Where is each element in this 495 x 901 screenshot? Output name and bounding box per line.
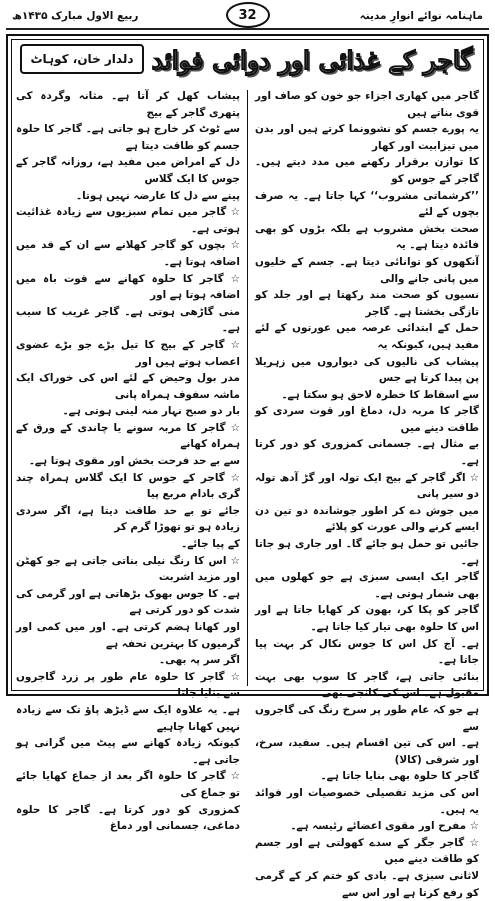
magazine-name: ماہنامہ نوائے انوارِ مدینہ (359, 10, 483, 22)
issue-date: ربیع الاول مبارک ۱۴۳۵ھ (12, 10, 139, 22)
article-title: گاجر کے غذائی اور دوائی فوائد (151, 46, 473, 75)
article-heading (12, 40, 483, 84)
article-line: ☆ گاجر جگر کے سدے کھولتی ہے اور جسم کو طاقت دینے میں (255, 836, 479, 866)
article-line: منی گاڑھی ہوتی ہے۔ گاجر غریب کا سیب ہے۔ (16, 305, 240, 335)
article-line: کا توازن برقرار رکھنے میں مدد دیتے ہیں۔ گاجر کے جوس کو (255, 156, 479, 185)
article-line: ☆ گاجر کا مربہ سونے یا چاندی کے ورق کے ہمراہ کھانے (16, 421, 240, 451)
article-line: ☆ گاجر میں تمام سبزیوں سے زیادہ غذائیت ہوتی ہے۔ (16, 206, 240, 235)
article-line: میں جوش دے کر اطور جوشاندہ دو تین دن ایسے کرنے والی عورت کو پلائے (255, 504, 479, 534)
article-line: یہ پورے جسم کو نشوونما کرتے ہیں اور بدن میں تیزابیت اور کھار (255, 123, 479, 152)
article-line: آنکھوں کو توانائی دیتا ہے۔ جسم کے خلیوں میں پانی جانے والی (255, 255, 479, 285)
article-line: ☆ گاجر کے بیج کا تیل بڑے جو بڑے عضوی اعصاب ہوتے ہیں اور (16, 338, 240, 368)
article-line: اگر سر پہ بھی۔ (159, 654, 240, 667)
article-line: کمزوری کو دور کرتا ہے۔ گاجر کا حلوہ دماغی، جسمانی اور دماغ (16, 803, 240, 833)
article-line: دل کے امراض میں مفید ہے، روزانہ گاجر کے جوس کا ایک گلاس (16, 156, 240, 185)
article-line: سے بے حد فرحت بخش اور مقوی ہوتا ہے۔ (28, 455, 240, 468)
article-line: مدر بول وحیض کے لئے اس کی خوراک ایک ماشہ سفوف ہمراہ پانی (16, 372, 240, 401)
article-line: پینے سے دل کا عارضہ نہیں ہوتا۔ (76, 189, 240, 202)
article-line: ☆ گاجر کا حلوہ اگر بعد از جماع کھایا جائے تو جماع کی (16, 770, 240, 799)
article-line: صحت بخش مشروب ہے بلکہ بڑوں کو بھی فائدہ دیتا ہے۔ یہ (255, 222, 479, 252)
article-line: گاجر کو پکا کر، بھون کر کھایا جاتا ہے اور اس کا حلوہ بھی تیار کیا جاتا ہے۔ (255, 604, 479, 633)
article-line: گاجر کا حلوہ بھی بنایا جاتا ہے۔ (320, 770, 479, 783)
article-line: ہے۔ کا جوس بھوک بڑھاتی ہے اور گرمی کی شدت کو دور کرتی ہے (16, 587, 240, 617)
article-line: کے پیا جائے۔ (181, 538, 240, 551)
article-line: سے اسقاط کا خطرہ لاحق ہو سکتا ہے۔ (281, 388, 479, 401)
article-line: بار دو صبح نہار منہ لینی ہوتی ہے۔ (62, 405, 240, 418)
article-line: ☆ اس کا رنگ نیلی بناتی جاتی ہے جو کھٹن اور مزید اشربت (16, 554, 240, 584)
article-column-right (255, 88, 479, 899)
article-line: اس کی مزید تفصیلی خصوصیات اور فوائد یہ ہیں۔ (255, 786, 479, 816)
article-line: گاجر کا مربہ دل، دماغ اور قوت سردی کو طاقت دینے میں (255, 405, 479, 434)
article-line: جائے تو بے حد طاقت دیتا ہے، اگر سردی زیادہ ہو تو تھوڑا گرم کر (16, 504, 240, 534)
page-number: 32 (226, 2, 270, 28)
article-line: گاجر ایک ایسی سبزی ہے جو کھلوں میں بھی شمار ہوتی ہے۔ (255, 571, 479, 600)
article-line: گاجر میں کھاری اجزاء جو خون کو صاف اور قوی بناتے ہیں (255, 90, 479, 119)
article-line: ہے۔ اس کی تین اقسام ہیں۔ سفید، سرخ، اور شرقی (کالا) (255, 737, 479, 766)
article-line: حمل کے ابتدائی عرصہ میں عورتوں کے لئے مفید ہیں، کیونکہ یہ (255, 322, 479, 351)
article-line: ’’کرشماتی مشروب‘‘ کہا جاتا ہے۔ یہ صرف بچوں کے لئے (255, 189, 479, 219)
article-line: ☆ گاجر کا حلوہ کھانے سے قوت باہ میں اضافہ ہوتا ہے اور (16, 272, 240, 302)
article-line: سے ٹوٹ کر خارج ہو جاتی ہے۔ گاجر کا حلوہ جسم کو طاقت دیتا ہے (16, 123, 240, 152)
article-line: ہے۔ یہ علاوہ ایک سے ڈیڑھ پاؤ تک سے زیادہ نہیں کھانا چاہیے (16, 703, 240, 733)
article-line: ☆ گاجر کا حلوہ عام طور پر زرد گاجروں سے بنایا جاتا (16, 670, 240, 700)
article-line: بے مثال ہے۔ جسمانی کمزوری کو دور کرتا ہے۔ (255, 438, 479, 468)
column-divider (247, 90, 248, 686)
article-line: اور کھانا ہضم کرتی ہے۔ اور میں کمی اور گرمیوں کا بہترین تحفہ ہے (16, 621, 240, 650)
author-box: دلدار خان، کوہاٹ (20, 44, 144, 74)
article-line: بنائی جاتی ہے، گاجر کا سوپ بھی بہت مقبول ہے۔ اس کی کانجی بھی (255, 670, 479, 700)
article-line: پیشاب کی نالیوں کی دیواروں میں زہریلا پن پیدا کرتا ہے جس (255, 355, 479, 385)
article-line: ہے۔ آج کل اس کا جوس نکال کر بہت پیا جاتا ہے۔ (255, 637, 479, 667)
article-column-left (16, 88, 240, 833)
article-line: لاثانی سبزی ہے۔ بادی کو ختم کر کے گرمی کو رفع کرتا ہے اور اس سے (255, 869, 479, 899)
article-line: نسیوں کو صحت مند رکھتا ہے اور جلد کو تازگی بخشتا ہے۔ گاجر (255, 289, 479, 318)
article-line: ☆ اگر گاجر کے بیج ایک تولہ اور گڑ آدھ تولہ دو سیر پانی (255, 471, 479, 501)
article-line: ☆ بچوں کو گاجر کھلانے سے ان کے قد میں اضافہ ہوتا ہے۔ (16, 239, 240, 268)
article-line: کیونکہ زیادہ کھانے سے پیٹ میں گرانی ہو جاتی ہے۔ (16, 737, 240, 766)
article-line: جائیں تو حمل ہو جائے گا۔ اور جاری ہو جاتا ہے۔ (255, 538, 479, 567)
article-line: ☆ مفرح اور مقوی اعضائے رئیسہ ہے۔ (290, 820, 479, 833)
article-line: پیشاب کھل کر آتا ہے۔ مثانہ وگردہ کی پتھری گاجر کے بیج (16, 90, 240, 119)
article-line: ☆ گاجر کے جوس کا ایک گلاس ہمراہ چند گری بادام مربع پیا (16, 471, 240, 501)
article-line: ہے جو کہ عام طور پر سرخ رنگ کی گاجروں سے (255, 703, 479, 733)
